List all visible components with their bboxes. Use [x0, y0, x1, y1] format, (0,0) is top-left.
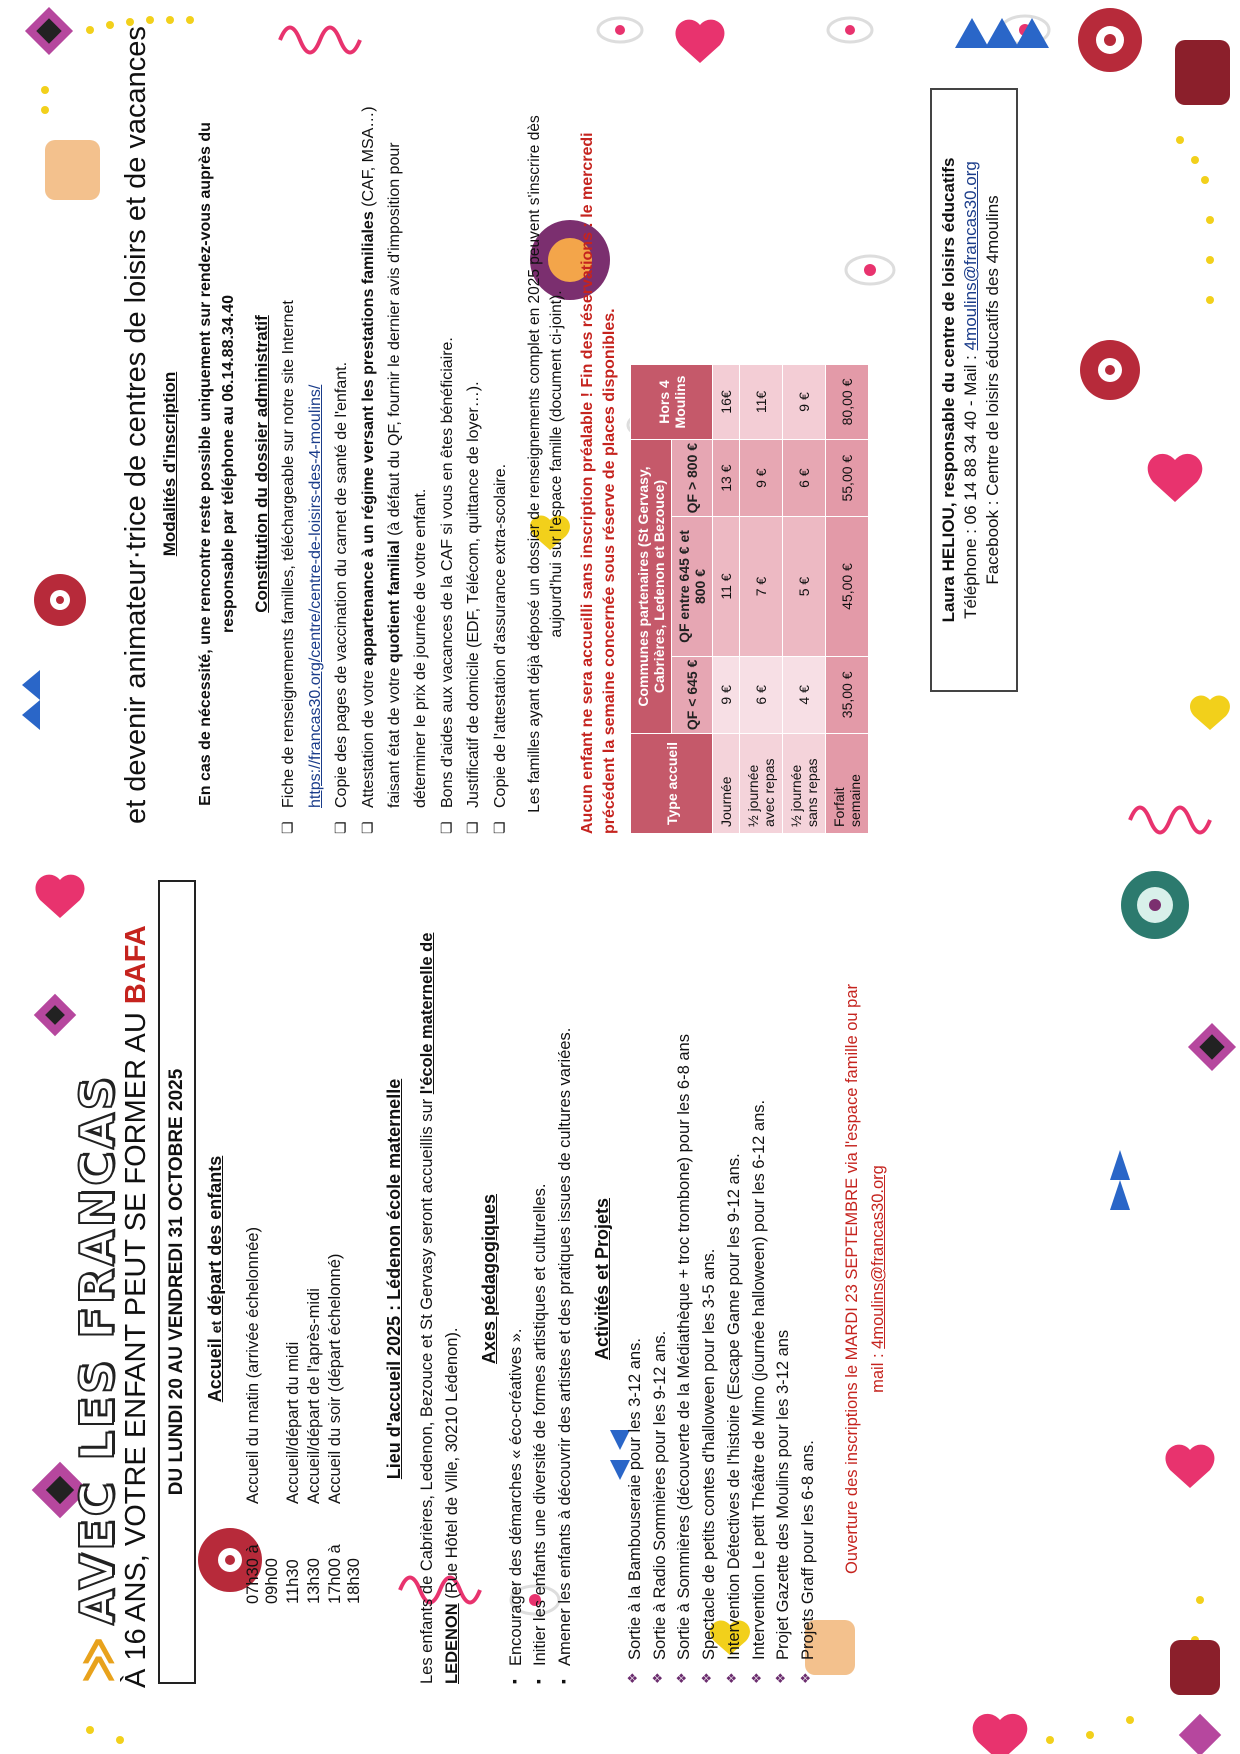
col-qf2: QF entre 645 € et 800 €: [672, 517, 713, 656]
modalites-text: En cas de nécessité, une rencontre reste possible uniquement sur rendez-vous auprès du responsable par téléphone au 06.14.88.34.40: [197, 122, 238, 806]
table-row: ½ journée avec repas 6 € 7 € 9 € 11€: [740, 365, 783, 834]
contact-name: Laura HELIOU, responsable du centre de loisirs éducatifs: [939, 157, 958, 623]
schedule-row: 07h30 à 09h00 Accueil du matin (arrivée échelonnée): [244, 1227, 281, 1604]
list-item: ▪ Amener les enfants à découvrir des artistes et des pratiques issues de cultures variées.: [553, 874, 578, 1666]
accueil-title: Accueil et départ des enfants: [205, 1155, 225, 1403]
col-qf1: QF < 645 €: [672, 656, 713, 733]
dossier-note: Les familles ayant déjà déposé un dossier de renseignements complet en 2025 peuvent s'inscrire dès aujourd'hui sur l'espace famille (document ci-joint).: [525, 115, 565, 813]
lieu-title: Lieu d'accueil 2025 : Lédenon école maternelle: [384, 1078, 404, 1480]
axes-list: [504, 874, 578, 1684]
activites-list: [623, 874, 821, 1684]
axes-title: Axes pédagogiques: [478, 1193, 499, 1365]
list-item: ❏ Bons d'aides aux vacances de la CAF si vous en êtes bénéficiaire.: [435, 94, 461, 808]
list-item: ❖ Spectacle de petits contes d'halloween pour les 3-5 ans.: [697, 874, 722, 1660]
chevron-logo-icon: ≫: [70, 1632, 124, 1684]
schedule-table: [244, 1227, 366, 1604]
list-item: ❏ Fiche de renseignements familles, téléchargeable sur notre site Internet https://francas30.org/centre/centre-de-loisirs-des-4-moulins/: [276, 94, 329, 808]
list-item: ❏ Justificatif de domicile (EDF, Télécom, quittance de loyer…).: [461, 94, 487, 808]
left-column: [205, 874, 892, 1684]
right-column: [160, 94, 869, 834]
date-banner: DU LUNDI 20 AU VENDREDI 31 OCTOBRE 2025: [158, 880, 196, 1684]
tarif-table: [630, 364, 869, 834]
list-item: ❖ Projet Gazette des Moulins pour les 3-12 ans: [771, 874, 796, 1660]
table-row: ½ journée sans repas 4 € 5 € 6 € 9 €: [783, 365, 826, 834]
col-qf3: QF > 800 €: [672, 440, 713, 517]
lieu-text: Les enfants de Cabrières, Ledenon, Bezouce et St Gervasy seront accueillis sur l'école maternelle de LEDENON (Rue Hôtel de Ville, 30210 Lédenon).: [418, 932, 461, 1684]
schedule-row: 13h30 Accueil/départ de l'après-midi: [305, 1288, 323, 1604]
list-item: ❏ Copie des pages de vaccination du carnet de santé de l'enfant.: [329, 94, 355, 808]
francas-logo: ≫AVEC LES FRANCAS: [70, 1074, 124, 1684]
schedule-row: 11h30 Accueil/départ du midi: [284, 1341, 302, 1604]
tagline-left: À 16 ANS, VOTRE ENFANT PEUT SE FORMER AU BAFA: [120, 925, 152, 1688]
dossier-title: Constitution du dossier administratif: [252, 315, 272, 613]
schedule-row: 17h00 à 18h30 Accueil du soir (départ échelonné): [326, 1253, 363, 1604]
table-row: Forfait semaine 35,00 € 45,00 € 55,00 € 80,00 €: [826, 365, 869, 834]
table-row: Journée 9 € 11 € 13 € 16€: [713, 365, 740, 834]
col-partners: Communes partenaires (St Gervasy, Cabrières, Ledenon et Bezouce): [631, 440, 672, 734]
site-link[interactable]: https://francas30.org/centre/centre-de-loisirs-des-4-moulins/: [306, 384, 324, 808]
ouverture-text: Ouverture des inscriptions le MARDI 23 SEPTEMBRE via l'espace famille ou par mail : 4moulins@francas30.org: [842, 983, 888, 1575]
tagline-right: et devenir animateur·trice de centres de loisirs et de vacances: [120, 26, 152, 824]
list-item: ▪ Encourager des démarches « éco-créatives ».: [504, 874, 529, 1666]
list-item: ▪ Initier les enfants une diversité de formes artistiques et culturelles.: [528, 874, 553, 1666]
list-item: ❖ Intervention Le petit Théâtre de Mimo (journée halloween) pour les 6-12 ans.: [747, 874, 772, 1660]
contact-phone: Téléphone : 06 14 88 34 40 - Mail : 4moulins@francas30.org: [961, 161, 981, 619]
contact-box: [930, 88, 1018, 692]
warning-text: Aucun enfant ne sera accueilli sans inscription préalable ! Fin des réservations : le mercredi précédent la semaine concernée sous réserve de places disponibles.: [579, 132, 618, 834]
modalites-title: Modalités d'inscription: [160, 371, 179, 557]
list-item: ❖ Intervention Détectives de l'histoire (Escape Game pour les 9-12 ans.: [722, 874, 747, 1660]
list-item: ❖ Sortie à Radio Sommières pour les 9-12 ans.: [648, 874, 673, 1660]
col-hors: Hors 4 Moulins: [631, 365, 713, 440]
col-type: Type accueil: [631, 734, 713, 834]
list-item: ❖ Sortie à Sommières (découverte de la Médiathèque + troc trombone) pour les 6-8 ans: [672, 874, 697, 1660]
list-item: ❖ Sortie à la Bambouseraie pour les 3-12 ans.: [623, 874, 648, 1660]
activites-title: Activités et Projets: [591, 1197, 612, 1361]
list-item: ❖ Projets Graff pour les 6-8 ans.: [796, 874, 821, 1660]
contact-facebook: Facebook : Centre de loisirs éducatifs des 4moulins: [983, 195, 1003, 585]
dossier-list: [276, 94, 514, 834]
contact-mail-link[interactable]: 4moulins@francas30.org: [961, 161, 981, 351]
list-item: ❏ Copie de l'attestation d'assurance extra-scolaire.: [488, 94, 514, 808]
ouverture-mail-link[interactable]: 4moulins@francas30.org: [869, 1165, 888, 1349]
list-item: ❏ Attestation de votre appartenance à un régime versant les prestations familiales (CAF, MSA…) faisant état de votre quotient familial (à défaut du QF, fournir le dernier avis d'imposition pour déterminer le prix de journée de votre enfant.: [356, 94, 435, 808]
